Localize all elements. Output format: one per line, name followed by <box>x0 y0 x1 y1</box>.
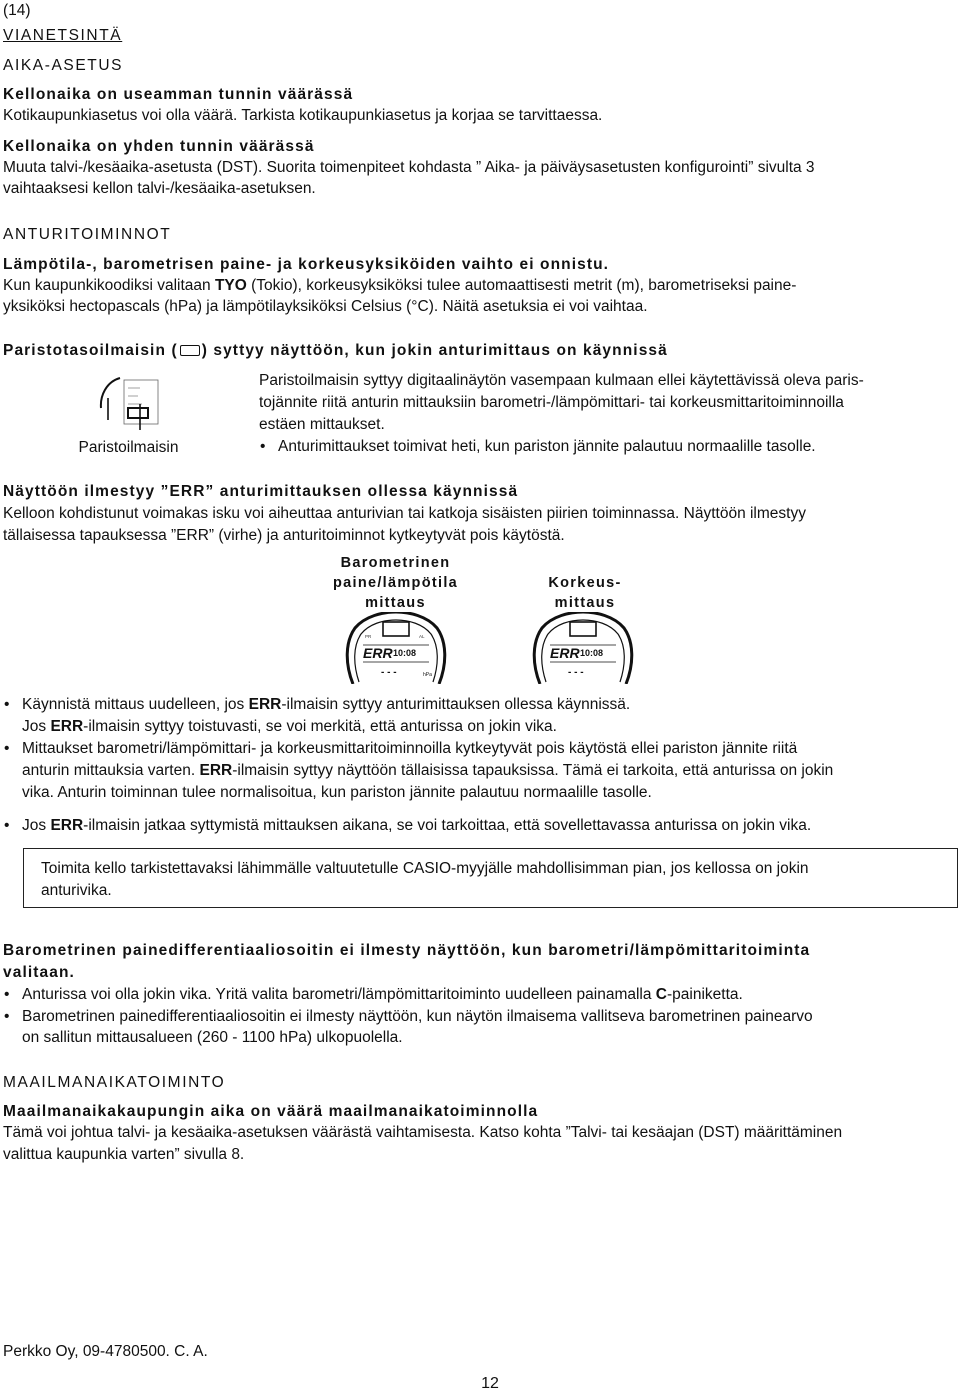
watch-figure-altimeter <box>530 612 636 684</box>
issue-title: Kellonaika on useamman tunnin väärässä <box>3 86 354 103</box>
figure-caption-barometer: Barometrinen paine/lämpötila mittaus <box>332 555 459 611</box>
battery-text: Paristoilmaisin syttyy digitaalinäytön vasempaan kulmaan ellei käytettävissä oleva paris- tojännite riitä anturin mittauksiin barometri-/lämpömittari- tai korkeusmittaritoiminnoilla estäen mittaukset. • Anturimittaukset toimivat heti, kun pariston jännite palautuu normaalille tasolle. <box>259 370 959 458</box>
display-unit: hPa <box>423 672 432 678</box>
page-tag: (14) <box>3 2 31 19</box>
battery-indicator-title: Paristotasoilmaisin ( ) syttyy näyttöön, kun jokin anturimittaus on käynnissä <box>3 342 668 359</box>
list-item: • Barometrinen painedifferentiaaliosoitin ei ilmesty näyttöön, kun näytön ilmaisema vallitseva barometrinen painearvo on sallitun mittausalueen (260 - 1100 hPa) ulkopuolella. <box>3 1006 956 1049</box>
issue-text: yksiköksi hectopascals (hPa) ja lämpötilayksiköksi Celsius (°C). Näitä asetuksia ei voi vaihtaa. <box>3 298 648 315</box>
issue-text: Muuta talvi-/kesäaika-asetusta (DST). Suorita toimenpiteet kohdasta ” Aika- ja päiväysasetusten konfigurointi” sivulta 3 <box>3 159 815 176</box>
battery-icon <box>180 345 200 356</box>
list-item: • Anturissa voi olla jokin vika. Yritä valita barometri/lämpömittaritoiminto uudelleen painamalla C-painiketta. <box>3 984 956 1006</box>
display-err: ERR <box>363 645 393 661</box>
svg-text:PR: PR <box>365 634 372 639</box>
svg-text:- - -: - - - <box>568 667 584 678</box>
list-item: • Anturimittaukset toimivat heti, kun pariston jännite palautuu normaalille tasolle. <box>259 436 959 458</box>
err-bullet-list <box>3 694 956 837</box>
issue-title: Barometrinen painedifferentiaaliosoitin ei ilmesty näyttöön, kun barometri/lämpömittaritoiminta <box>3 942 811 959</box>
watch-figure-barometer <box>343 612 449 684</box>
issue-title: Näyttöön ilmestyy ”ERR” anturimittauksen ollessa käynnissä <box>3 483 519 500</box>
time-setting-section <box>3 55 956 199</box>
baro-section <box>3 940 956 1049</box>
issue-text: valittua kaupunkia varten” sivulla 8. <box>3 1146 245 1163</box>
battery-caption: Paristoilmaisin <box>78 439 179 456</box>
issue-text: Kelloon kohdistunut voimakas isku voi aiheuttaa anturivian tai katkoja sisäisten piirien toiminnassa. Näyttöön ilmestyy <box>3 505 806 522</box>
page-header <box>3 0 956 47</box>
sensor-functions-section <box>3 224 956 317</box>
issue-text: Kotikaupunkiasetus voi olla väärä. Tarkista kotikaupunkiasetus ja korjaa se tarvittaessa. <box>3 107 603 124</box>
display-time: 10:08 <box>393 648 417 658</box>
issue-text: tällaisessa tapauksessa ”ERR” (virhe) ja anturitoiminnot kytkeytyvät pois käytöstä. <box>3 527 565 544</box>
notice-box: Toimita kello tarkistettavaksi lähimmälle valtuutetulle CASIO-myyjälle mahdollisimman pian, jos kellossa on jokin anturivika. <box>23 848 958 908</box>
issue-text: Kun kaupunkikoodiksi valitaan TYO (Tokio), korkeusyksiköksi tulee automaattisesti metrit (m), barometriseksi paine- <box>3 277 797 294</box>
display-err: ERR <box>550 645 580 661</box>
issue-text: Tämä voi johtua talvi- ja kesäaika-asetuksen väärästä vaihtamisesta. Katso kohta ”Talvi- tai kesäajan (DST) määrittäminen <box>3 1124 843 1141</box>
svg-text:AL: AL <box>419 634 425 639</box>
list-item: • Jos ERR-ilmaisin jatkaa syttymistä mittauksen aikana, se voi tarkoittaa, että sovellettavassa anturissa on jokin vika. <box>3 815 956 837</box>
issue-title: Kellonaika on yhden tunnin väärässä <box>3 138 315 155</box>
list-item: • Mittaukset barometri/lämpömittari- ja korkeusmittaritoiminnoilla kytkeytyvät pois käytöstä ellei pariston jännite riitä anturin mittauksia varten. ERR-ilmaisin syttyy näyttöön tällaisissa tapauksissa. Tämä ei tarkoita, että anturissa on jokin vika. Anturin toiminnan tulee normalisoitua, kun pariston jännite palautuu normaalille tasolle. <box>3 738 956 804</box>
world-time-heading: MAAILMANAIKATOIMINTO <box>3 1074 226 1091</box>
svg-text:- - -: - - - <box>381 667 397 678</box>
issue-title: Lämpötila-, barometrisen paine- ja korkeusyksiköiden vaihto ei onnistu. <box>3 256 610 273</box>
world-time-section <box>3 1072 956 1166</box>
issue-title: Maailmanaikakaupungin aika on väärä maailmanaikatoiminnolla <box>3 1103 539 1120</box>
list-item: • Käynnistä mittaus uudelleen, jos ERR-ilmaisin syttyy anturimittauksen ollessa käynnissä. Jos ERR-ilmaisin syttyy toistuvasti, se voi merkitä, että anturissa on jokin vika. <box>3 694 956 738</box>
page-number: 12 <box>481 1375 499 1392</box>
figure-caption-altimeter: Korkeus- mittaus <box>548 575 622 611</box>
display-time: 10:08 <box>580 648 604 658</box>
time-setting-heading: AIKA-ASETUS <box>3 57 124 74</box>
err-section <box>3 481 956 547</box>
battery-indicator-watch-figure <box>98 374 162 430</box>
issue-text: vaihtaaksesi kellon talvi-/kesäaika-asetuksen. <box>3 180 316 197</box>
page-title: VIANETSINTÄ <box>3 27 123 44</box>
city-code: TYO <box>214 277 247 294</box>
sensor-heading: ANTURITOIMINNOT <box>3 226 172 243</box>
issue-title: valitaan. <box>3 964 75 981</box>
footer-company: Perkko Oy, 09-4780500. C. A. <box>3 1343 208 1360</box>
